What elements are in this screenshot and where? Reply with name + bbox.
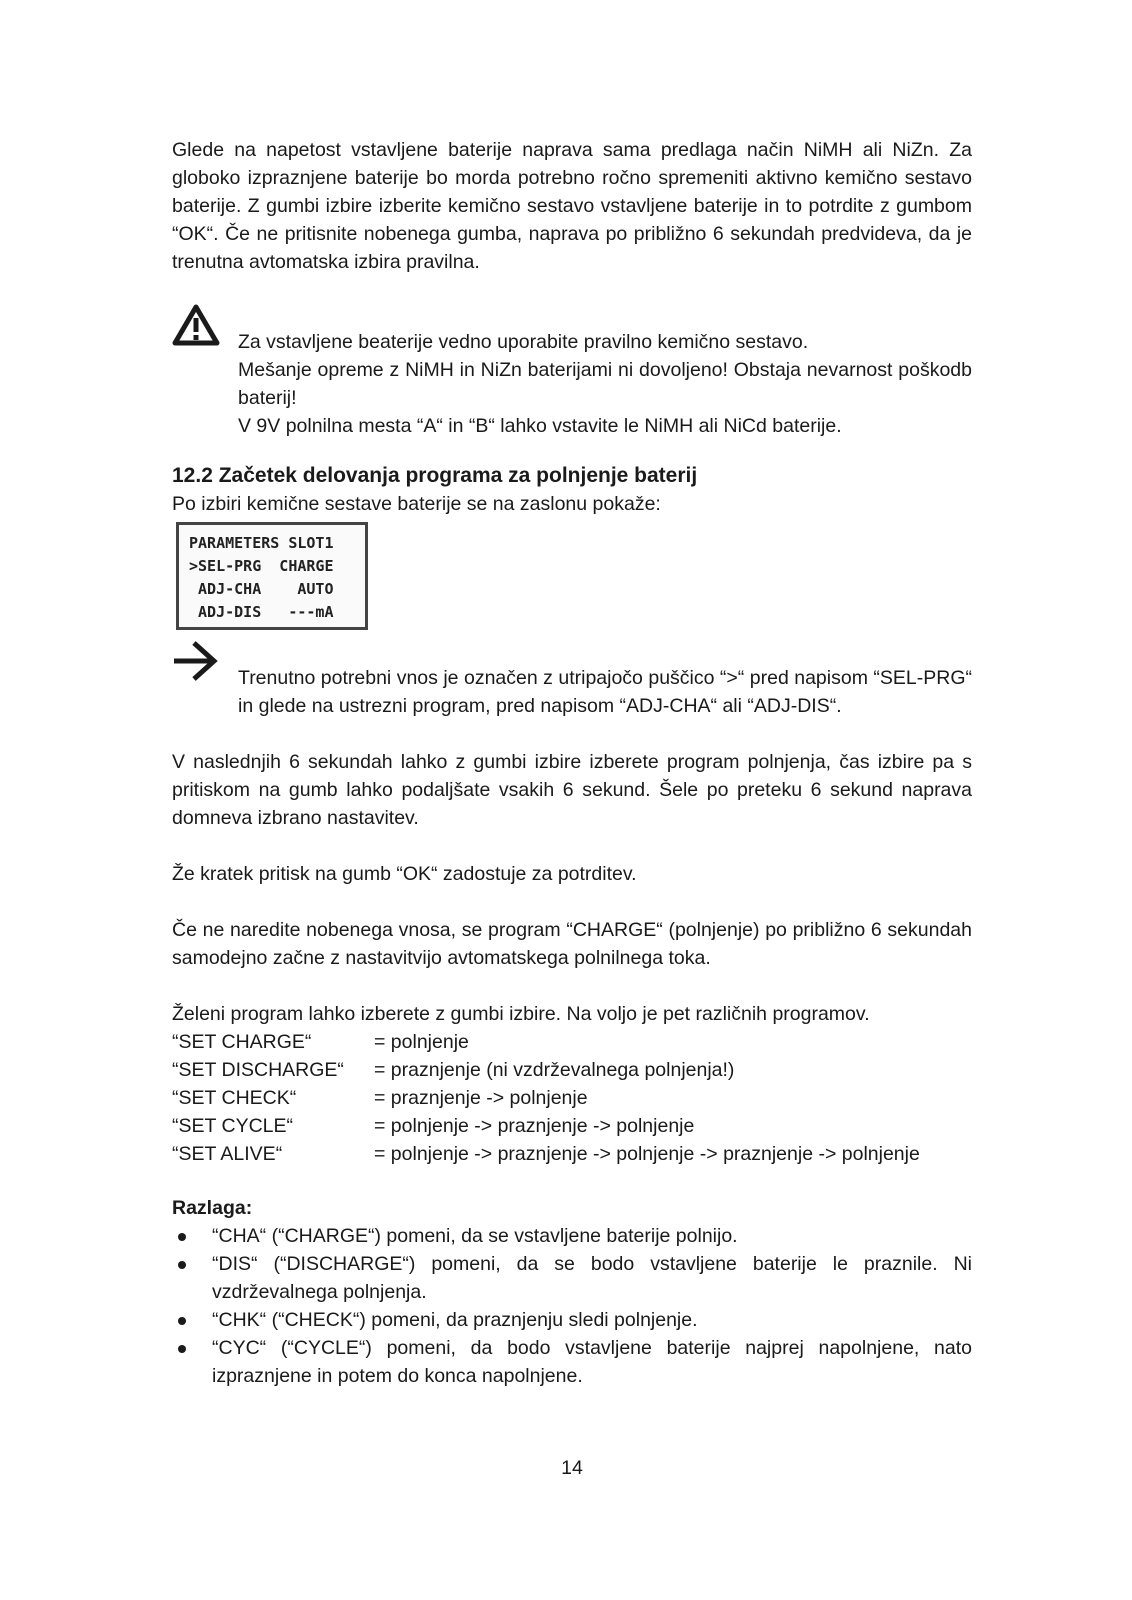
paragraph-ok-confirm: Že kratek pritisk na gumb “OK“ zadostuje za potrditev.: [172, 863, 637, 885]
lcd-line-2: >SEL-PRG CHARGE: [189, 557, 334, 575]
warning-line-1: Za vstavljene beaterije vedno uporabite pravilno kemično sestavo.: [238, 331, 809, 353]
arrow-right-icon: [172, 640, 220, 682]
warning-line-2: Mešanje opreme z NiMH in NiZn baterijami ni dovoljeno! Obstaja nevarnost poškodb baterij!: [238, 359, 972, 409]
warning-line-3: V 9V polnilna mesta “A“ in “B“ lahko vstavite le NiMH ali NiCd baterije.: [238, 415, 842, 437]
lcd-line-3: ADJ-CHA AUTO: [189, 580, 334, 598]
paragraph-auto-charge: Če ne naredite nobenega vnosa, se program “CHARGE“ (polnjenje) po približno 6 sekundah samodejno začne z nastavitvijo avtomatskega polnilnega toka.: [172, 919, 972, 969]
bullet-icon: [178, 1261, 186, 1269]
program-key: “SET CYCLE“: [172, 1115, 293, 1137]
program-value: = polnjenje: [374, 1031, 469, 1053]
warning-text: [238, 328, 972, 440]
program-row: [172, 1028, 982, 1056]
program-value: = polnjenje -> praznjenje -> polnjenje -> praznjenje -> polnjenje: [374, 1143, 920, 1165]
lcd-line-1: PARAMETERS SLOT1: [189, 534, 334, 552]
program-value: = polnjenje -> praznjenje -> polnjenje: [374, 1115, 695, 1137]
page-number: 14: [561, 1457, 583, 1479]
warning-triangle-icon: [172, 304, 220, 346]
explanation-list: [172, 1222, 972, 1390]
lcd-line-4: ADJ-DIS ---mA: [189, 603, 334, 621]
program-list: [172, 1028, 982, 1168]
program-key: “SET DISCHARGE“: [172, 1059, 344, 1081]
section-heading: 12.2 Začetek delovanja programa za polnjenje baterij: [172, 464, 698, 487]
explanation-title: Razlaga:: [172, 1197, 253, 1219]
bullet-icon: [178, 1317, 186, 1325]
program-value: = praznjenje (ni vzdrževalnega polnjenja!): [374, 1059, 735, 1081]
program-key: “SET CHARGE“: [172, 1031, 312, 1053]
program-key: “SET ALIVE“: [172, 1143, 283, 1165]
bullet-icon: [178, 1345, 186, 1353]
program-row: [172, 1056, 982, 1084]
list-item-text: “CYC“ (“CYCLE“) pomeni, da bodo vstavljene baterije najprej napolnjene, nato izpraznjene in potem do konca napolnjene.: [212, 1337, 972, 1387]
paragraph-program-intro: Želeni program lahko izberete z gumbi izbire. Na voljo je pet različnih programov.: [172, 1003, 870, 1025]
list-item-text: “CHA“ (“CHARGE“) pomeni, da se vstavljene baterije polnijo.: [212, 1225, 738, 1247]
intro-paragraph: Glede na napetost vstavljene baterije naprava sama predlaga način NiMH ali NiZn. Za globoko izpraznjene baterije bo morda potrebno ročno spremeniti aktivno kemično sestavo baterije. Z gumbi izbire izberite kemično sestavo vstavljene baterije in to potrdite z gumbom “OK“. Če ne pritisnite nobenega gumba, naprava po približno 6 sekundah predvideva, da je trenutna avtomatska izbira pravilna.: [172, 139, 972, 273]
program-key: “SET CHECK“: [172, 1087, 297, 1109]
program-row: [172, 1084, 982, 1112]
lcd-display: [176, 522, 368, 630]
list-item: [172, 1250, 972, 1306]
list-item: [172, 1334, 972, 1390]
bullet-icon: [178, 1233, 186, 1241]
program-row: [172, 1140, 982, 1168]
list-item-text: “DIS“ (“DISCHARGE“) pomeni, da se bodo vstavljene baterije le praznile. Ni vzdrževalnega polnjenja.: [212, 1253, 972, 1303]
note-text: Trenutno potrebni vnos je označen z utripajočo puščico “>“ pred napisom “SEL-PRG“ in glede na ustrezni program, pred napisom “ADJ-CHA“ ali “ADJ-DIS“.: [238, 667, 972, 717]
list-item-text: “CHK“ (“CHECK“) pomeni, da praznjenju sledi polnjenje.: [212, 1309, 698, 1331]
program-value: = praznjenje -> polnjenje: [374, 1087, 588, 1109]
section-subtext: Po izbiri kemične sestave baterije se na zaslonu pokaže:: [172, 493, 661, 515]
program-row: [172, 1112, 982, 1140]
paragraph-selection-time: V naslednjih 6 sekundah lahko z gumbi izbire izberete program polnjenja, čas izbire pa s pritiskom na gumb lahko podaljšate vsakih 6 sekund. Šele po preteku 6 sekund naprava domneva izbrano nastavitev.: [172, 751, 972, 829]
list-item: [172, 1306, 972, 1334]
list-item: [172, 1222, 972, 1250]
